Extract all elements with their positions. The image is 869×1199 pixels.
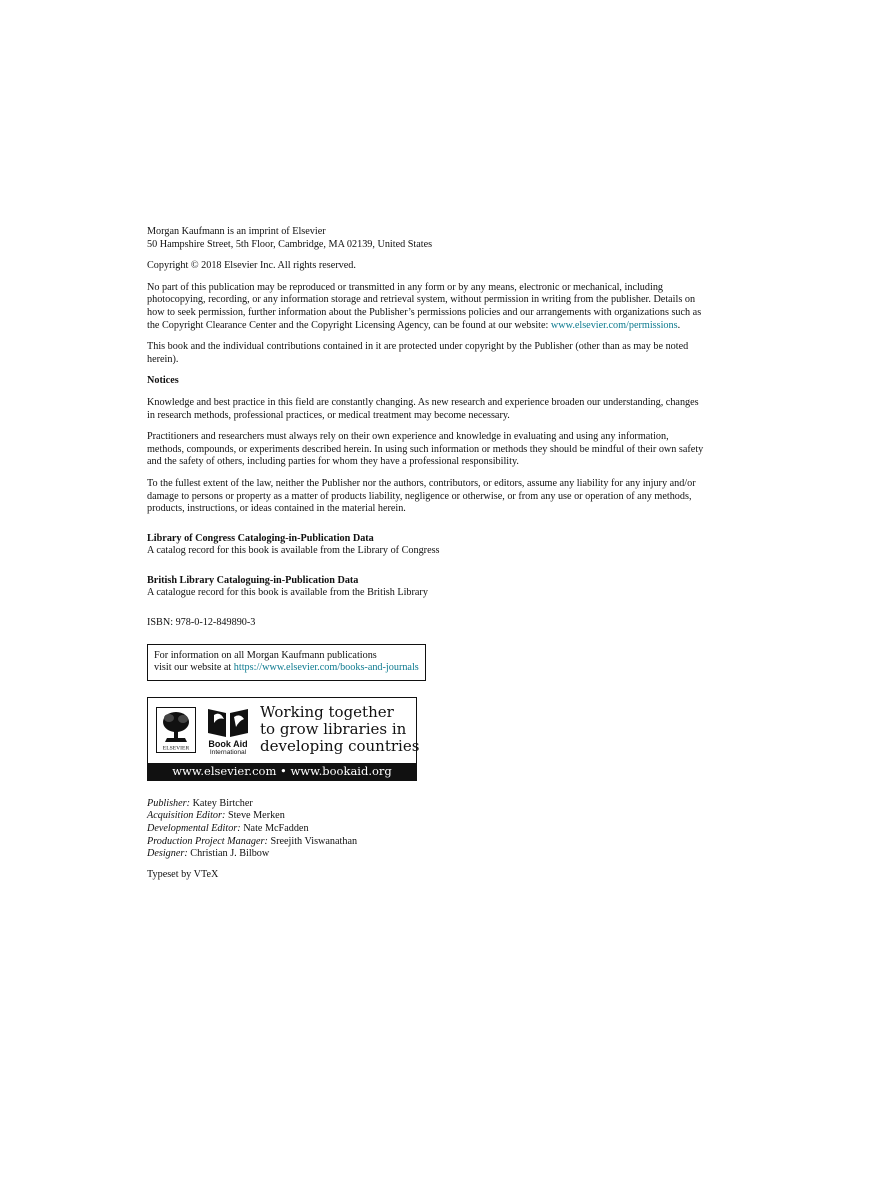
slogan-line: to grow libraries in	[260, 719, 407, 738]
protection-paragraph	[147, 341, 743, 366]
credit-role: Acquisition Editor:	[147, 810, 226, 822]
info-box-text: visit our website at	[154, 662, 234, 674]
permissions-line: No part of this publication may be reproduced or transmitted in any form or by any means, electronic or mechanical, including	[147, 281, 664, 293]
permissions-line: photocopying, recording, or any information storage and retrieval system, without permission in writing from the publisher. Details on	[147, 294, 696, 306]
bookaid-logo	[206, 707, 250, 755]
publications-info-box	[147, 644, 426, 681]
permissions-line: how to seek permission, further information about the Publisher’s permissions policies and our arrangements with organizations such as	[147, 306, 702, 318]
bookaid-book-icon	[206, 707, 250, 755]
permissions-paragraph	[147, 282, 743, 332]
credit-role: Publisher:	[147, 797, 191, 809]
credit-developmental-editor	[147, 823, 743, 836]
credits-list	[147, 798, 743, 861]
permissions-text: the Copyright Clearance Center and the Copyright Licensing Agency, can be found at our website:	[147, 319, 551, 331]
credit-publisher	[147, 798, 743, 811]
info-box-line: For information on all Morgan Kaufmann publications	[154, 649, 377, 661]
bl-cataloging	[147, 575, 743, 600]
protection-line: herein).	[147, 353, 179, 365]
bookaid-logo-sublabel: International	[209, 748, 247, 755]
credit-name: Katey Birtcher	[192, 797, 253, 809]
slogan-line: developing countries	[260, 736, 420, 755]
copyright-notice: Copyright © 2018 Elsevier Inc. All rights reserved.	[147, 260, 356, 272]
loc-heading: Library of Congress Cataloging-in-Publication Data	[147, 532, 374, 544]
notice-line: in research methods, professional practices, or medical treatment may become necessary.	[147, 409, 510, 421]
credit-name: Nate McFadden	[243, 823, 309, 835]
permissions-link[interactable]: www.elsevier.com/permissions	[550, 319, 678, 331]
imprint-block	[147, 226, 743, 251]
elsevier-logo	[156, 707, 196, 753]
typeset-credit: Typeset by VTeX	[147, 868, 219, 880]
credit-role: Developmental Editor:	[147, 823, 241, 835]
books-journals-link[interactable]: https://www.elsevier.com/books-and-journals	[233, 662, 419, 674]
credit-name: Sreejith Viswanathan	[270, 835, 358, 847]
elsevier-tree-icon	[157, 708, 195, 752]
loc-cataloging	[147, 533, 743, 558]
notice-paragraph-3	[147, 478, 743, 516]
loc-text: A catalog record for this book is available from the Library of Congress	[147, 545, 440, 557]
permissions-period: .	[677, 319, 681, 331]
isbn: ISBN: 978-0-12-849890-3	[147, 617, 256, 629]
bookaid-websites[interactable]: www.elsevier.com • www.bookaid.org	[148, 763, 416, 780]
credit-name: Steve Merken	[227, 810, 285, 822]
publisher-address: 50 Hampshire Street, 5th Floor, Cambridge, MA 02139, United States	[147, 238, 433, 250]
notice-line: Knowledge and best practice in this field are constantly changing. As new research and experience broaden our understanding, changes	[147, 396, 699, 408]
notice-paragraph-1	[147, 397, 743, 422]
credit-production-manager	[147, 836, 743, 849]
notice-line: methods, compounds, or experiments described herein. In using such information or methods they should be mindful of their own safety	[147, 443, 704, 455]
imprint-line: Morgan Kaufmann is an imprint of Elsevier	[147, 226, 326, 237]
credit-name: Christian J. Bilbow	[190, 848, 270, 860]
bl-heading: British Library Cataloguing-in-Publication Data	[147, 574, 359, 586]
bookaid-slogan	[260, 704, 419, 755]
info-box-line	[154, 662, 419, 675]
partner-logos	[156, 707, 250, 755]
credit-role: Designer:	[147, 848, 188, 860]
elsevier-logo-label: ELSEVIER	[162, 745, 190, 752]
notice-line: products, instructions, or ideas contained in the material herein.	[147, 503, 406, 515]
credit-role: Production Project Manager:	[147, 835, 268, 847]
notice-paragraph-2	[147, 431, 743, 469]
bookaid-banner	[147, 697, 420, 781]
credit-designer	[147, 848, 743, 861]
credit-acquisition-editor	[147, 810, 743, 823]
notice-line: damage to persons or property as a matter of products liability, negligence or otherwise, or from any use or operation of any methods,	[147, 490, 692, 502]
protection-line: This book and the individual contributions contained in it are protected under copyright by the Publisher (other than as may be noted	[147, 341, 689, 353]
permissions-line	[147, 320, 743, 333]
notices-heading: Notices	[147, 375, 179, 387]
bl-text: A catalogue record for this book is available from the British Library	[147, 587, 428, 599]
notice-line: To the fullest extent of the law, neither the Publisher nor the authors, contributors, or editors, assume any liability for any injury and/or	[147, 477, 696, 489]
copyright-page	[147, 226, 743, 881]
notice-line: and the safety of others, including parties for whom they have a professional responsibility.	[147, 456, 519, 468]
notice-line: Practitioners and researchers must always rely on their own experience and knowledge in evaluating and using any information,	[147, 431, 669, 443]
bookaid-logo-label: Book Aid	[208, 738, 248, 749]
slogan-line: Working together	[260, 702, 394, 721]
